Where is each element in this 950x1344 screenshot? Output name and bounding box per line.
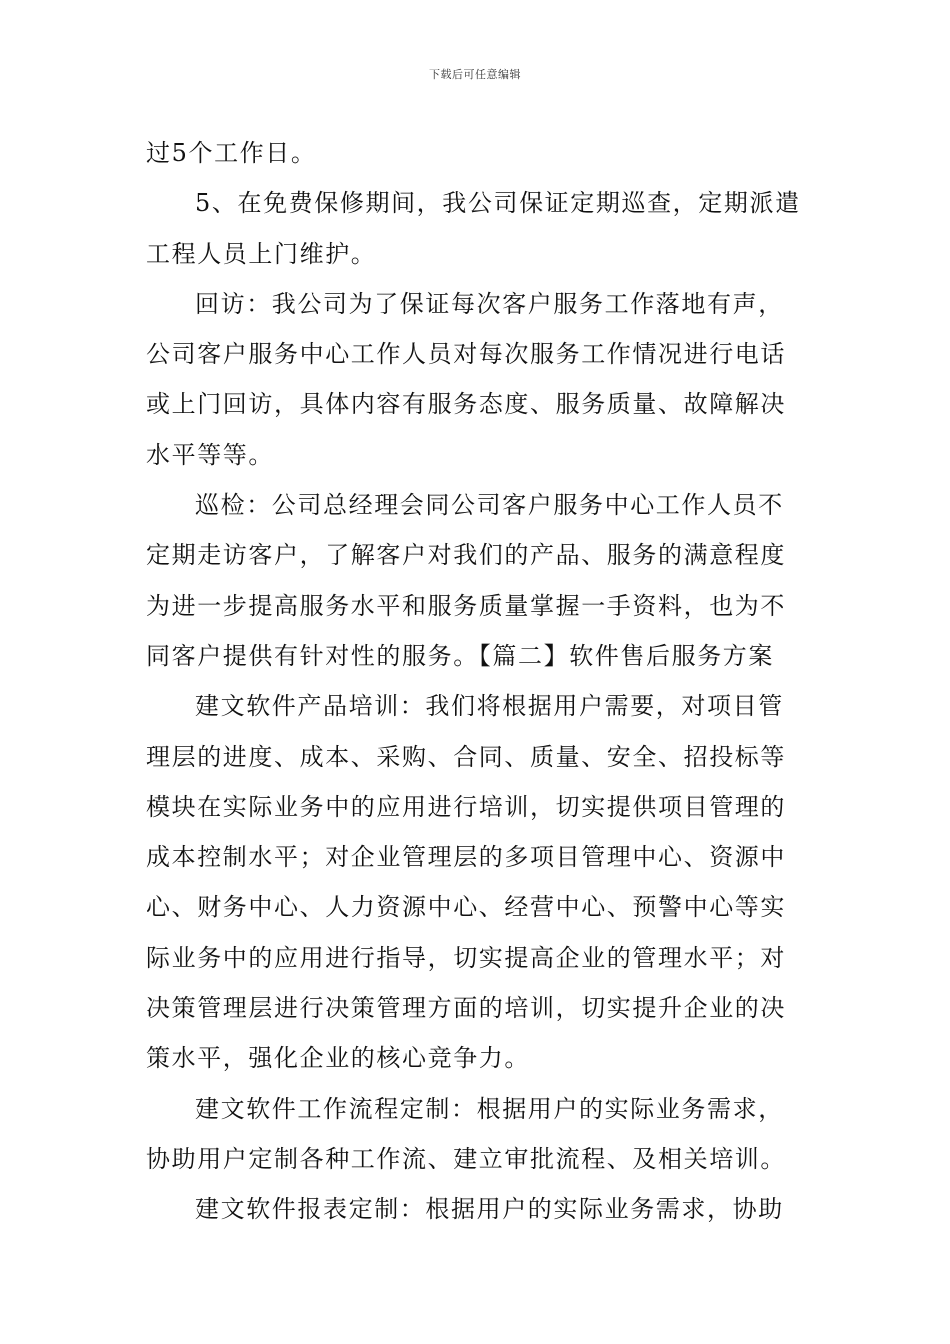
page-header: 下载后可任意编辑 [429,68,521,81]
text-line: 定期走访客户，了解客户对我们的产品、服务的满意程度 [146,541,786,570]
text-line: 回访：我公司为了保证每次客户服务工作落地有声， [195,289,784,318]
text-line: 建文软件报表定制：根据用户的实际业务需求，协助 [195,1195,784,1224]
text-line: 心、财务中心、人力资源中心、经营中心、预警中心等实 [146,893,786,922]
text-line: 工程人员上门维护。 [146,239,377,268]
text-line: 为进一步提高服务水平和服务质量掌握一手资料，也为不 [146,591,786,620]
text-line: 成本控制水平；对企业管理层的多项目管理中心、资源中 [146,843,786,872]
document-body [146,128,806,1235]
text-line: 巡检：公司总经理会同公司客户服务中心工作人员不 [195,491,784,520]
text-line: 或上门回访，具体内容有服务态度、服务质量、故障解决 [146,390,786,419]
text-line: 策水平，强化企业的核心竞争力。 [146,1044,530,1073]
text-line: 水平等等。 [146,440,274,469]
text-line: 公司客户服务中心工作人员对每次服务工作情况进行电话 [146,340,786,369]
text-line: 建文软件工作流程定制：根据用户的实际业务需求， [195,1094,784,1123]
text-line: 5、在免费保修期间，我公司保证定期巡查，定期派遣 [195,189,801,218]
text-line: 同客户提供有针对性的服务。【篇二】软件售后服务方案 [146,641,774,670]
text-line: 协助用户定制各种工作流、建立审批流程、及相关培训。 [146,1144,786,1173]
text-line: 际业务中的应用进行指导，切实提高企业的管理水平；对 [146,943,786,972]
text-line: 过5个工作日。 [146,139,317,167]
text-line: 模块在实际业务中的应用进行培训，切实提供项目管理的 [146,792,786,821]
text-line: 理层的进度、成本、采购、合同、质量、安全、招投标等 [146,742,786,771]
text-line: 建文软件产品培训：我们将根据用户需要，对项目管 [195,692,784,721]
text-line: 决策管理层进行决策管理方面的培训，切实提升企业的决 [146,994,786,1023]
